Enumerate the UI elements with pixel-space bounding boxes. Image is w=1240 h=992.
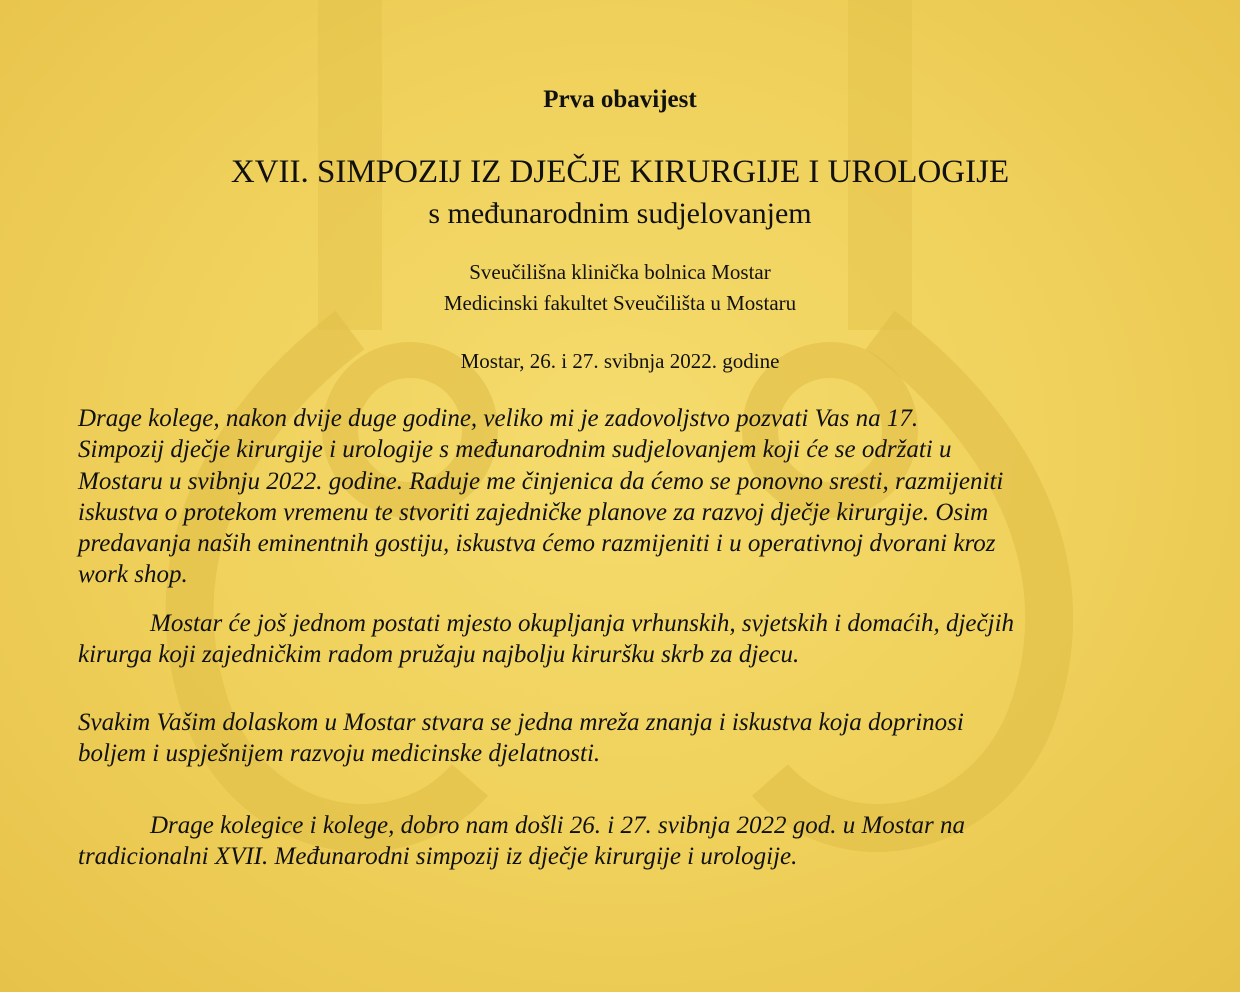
paragraph-line: tradicionalni XVII. Međunarodni simpozij iz dječje kirurgije i urologije.	[78, 843, 798, 871]
paragraph-line: kirurga koji zajedničkim radom pružaju najbolju kiruršku skrb za djecu.	[78, 641, 800, 669]
paragraph-line: Drage kolegice i kolege, dobro nam došli 26. i 27. svibnja 2022 god. u Mostar na	[150, 812, 965, 839]
institution-hospital: Sveučilišna klinička bolnica Mostar	[469, 260, 771, 284]
paragraph-line: iskustva o protekom vremenu te stvoriti zajedničke planove za razvoj dječje kirurgije. Osim	[78, 498, 989, 526]
paragraph-line: boljem i uspješnijem razvoju medicinske djelatnosti.	[78, 740, 601, 768]
paragraph-network	[78, 707, 1168, 770]
paragraph-mostar	[78, 608, 1168, 671]
paragraph-line: work shop.	[78, 561, 188, 589]
notice-heading: Prva obavijest	[543, 86, 697, 113]
event-date: Mostar, 26. i 27. svibnja 2022. godine	[460, 349, 780, 373]
paragraph-line: Drage kolege, nakon dvije duge godine, veliko mi je zadovoljstvo pozvati Vas na 17.	[78, 405, 919, 432]
paragraph-welcome	[78, 403, 1168, 591]
paragraph-closing	[78, 810, 1168, 873]
paragraph-line: Mostar će još jednom postati mjesto okupljanja vrhunskih, svjetskih i domaćih, dječjih	[150, 610, 1015, 637]
paragraph-line: Mostaru u svibnju 2022. godine. Raduje me činjenica da ćemo se ponovno sresti, razmijeniti	[78, 467, 1004, 495]
paragraph-line: Svakim Vašim dolaskom u Mostar stvara se jedna mreža znanja i iskustva koja doprinosi	[78, 709, 964, 736]
paragraph-line: Simpozij dječje kirurgije i urologije s međunarodnim sudjelovanjem koji će se održati u	[78, 436, 952, 464]
institution-faculty: Medicinski fakultet Sveučilišta u Mostaru	[443, 291, 797, 315]
symposium-subtitle: s međunarodnim sudjelovanjem	[428, 197, 812, 230]
paragraph-line: predavanja naših eminentnih gostiju, iskustva ćemo razmijeniti i u operativnoj dvorani kroz	[78, 530, 996, 558]
symposium-title: XVII. SIMPOZIJ IZ DJEČJE KIRURGIJE I UROLOGIJE	[230, 154, 1010, 190]
